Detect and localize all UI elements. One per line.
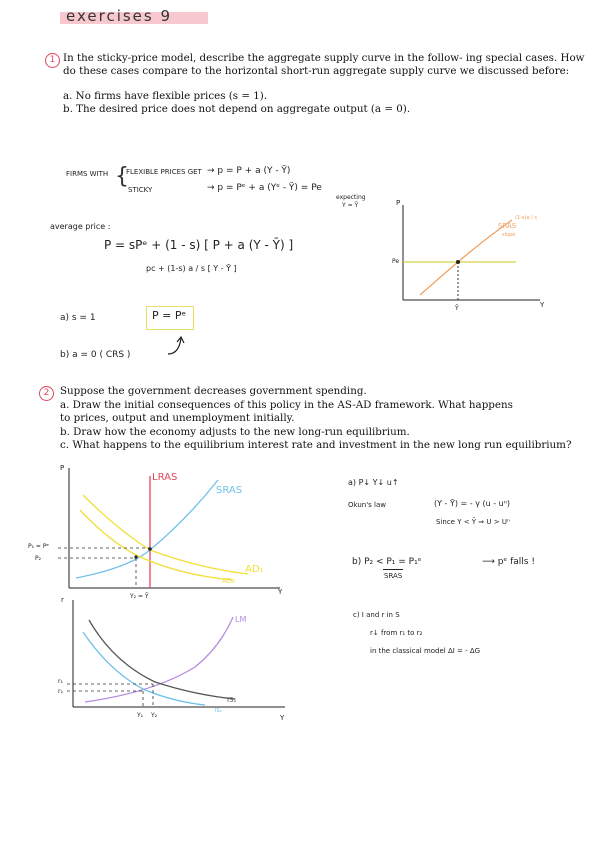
graph3-y2-label: Y₂ bbox=[151, 712, 158, 719]
q1-line1: In the sticky-price model, describe the aggregate supply curve in the follow- ing special cases. How bbox=[63, 52, 585, 64]
graph1-y-axis: Y bbox=[540, 301, 545, 309]
graph2-ad1-label: AD₁ bbox=[245, 564, 264, 575]
note-eq-pc: pc + (1-s) a / s [ Y - Ȳ ] bbox=[146, 264, 237, 273]
note-b-case: b) a = 0 ( CRS ) bbox=[60, 350, 131, 360]
sras-graph bbox=[390, 195, 550, 315]
graph1-slope-value: (1-s)a / s bbox=[515, 215, 538, 221]
q1-option-b: b. The desired price does not depend on aggregate output (a = 0). bbox=[63, 103, 411, 115]
note-a-result: P = Pᵉ bbox=[152, 309, 187, 322]
graph1-pe-label: Pe bbox=[392, 258, 400, 265]
note-sticky: STICKY bbox=[128, 186, 153, 194]
q2-option-b: b. Draw how the economy adjusts to the new long-run equilibrium. bbox=[60, 426, 410, 438]
graph2-p-axis: P bbox=[60, 464, 65, 472]
as-ad-graph bbox=[28, 460, 290, 602]
q2-line1: Suppose the government decreases government spending. bbox=[60, 385, 367, 397]
graph2-p2-label: P₂ bbox=[35, 555, 42, 562]
q1-option-a: a. No firms have flexible prices (s = 1). bbox=[63, 90, 268, 102]
sras-over-arrow bbox=[383, 569, 403, 570]
graph3-lm-label: LM bbox=[235, 615, 247, 624]
note-q2b: b) P₂ < P₁ = P₁ᵉ bbox=[352, 557, 422, 567]
graph1-slope-label: slope bbox=[502, 232, 516, 238]
page-title: exercises 9 bbox=[66, 7, 173, 25]
note-pe-falls: ⟶ pᵉ falls ! bbox=[482, 557, 535, 567]
q2-option-a1: a. Draw the initial consequences of this policy in the AS-AD framework. What happens bbox=[60, 399, 513, 411]
graph3-y1-label: Y₁ bbox=[137, 712, 144, 719]
q2-option-c: c. What happens to the equilibrium interest rate and investment in the new long run equilibrium? bbox=[60, 439, 572, 451]
graph2-sras-label: SRAS bbox=[216, 485, 243, 496]
note-q2c-3: in the classical model ΔI = - ΔG bbox=[370, 647, 481, 655]
note-q2c-2: r↓ from r₁ to r₂ bbox=[370, 629, 423, 637]
question-number-2: 2 bbox=[39, 386, 54, 401]
note-okun-eq: (Y - Ȳ) = - γ (u - uⁿ) bbox=[434, 499, 511, 508]
graph3-y-axis: Y bbox=[280, 714, 285, 722]
note-eq-sticky: → p = Pᵉ + a (Yᵉ - Ȳ) = Pe bbox=[207, 183, 322, 193]
graph2-lras-label: LRAS bbox=[152, 472, 178, 483]
graph2-y-axis: Y bbox=[278, 588, 283, 596]
note-q2a: a) P↓ Y↓ u↑ bbox=[348, 478, 399, 487]
q2-option-a2: to prices, output and unemployment initially. bbox=[60, 412, 295, 424]
note-ybar: Y = Ȳ bbox=[342, 202, 359, 209]
is-lm-graph bbox=[55, 592, 295, 727]
note-expecting: expecting bbox=[336, 194, 366, 201]
graph1-p-axis: P bbox=[396, 199, 401, 207]
note-sras: SRAS bbox=[384, 572, 403, 580]
note-flexible: FLEXIBLE PRICES GET bbox=[126, 168, 202, 176]
note-average-price: average price : bbox=[50, 222, 111, 231]
graph3-r2-label: r₂ bbox=[58, 688, 63, 695]
note-eq-p: P = sPᵉ + (1 - s) [ P + a (Y - Ȳ) ] bbox=[104, 238, 294, 252]
note-a-case: a) s = 1 bbox=[60, 313, 96, 323]
graph3-r1-label: r₁ bbox=[58, 678, 63, 685]
graph1-sras-label: SRAS bbox=[498, 222, 517, 230]
q1-line2: do these cases compare to the horizontal short-run aggregate supply curve we discussed before: bbox=[63, 65, 570, 77]
graph1-ybar-label: Ȳ bbox=[455, 305, 459, 312]
note-firms-with: FIRMS WITH bbox=[66, 170, 109, 178]
graph2-yeq-label: Y₂ = Ȳ bbox=[130, 593, 149, 600]
brace-glyph: { bbox=[115, 164, 129, 189]
curved-arrow-icon bbox=[165, 334, 189, 358]
question-number-1: 1 bbox=[45, 53, 60, 68]
graph2-p1pe-label: P₁ = Pᵉ bbox=[28, 543, 49, 550]
graph3-is1-label: IS₁ bbox=[227, 696, 237, 704]
note-q2c-1: c) I and r in S bbox=[353, 611, 400, 619]
graph3-r-axis: r bbox=[61, 596, 64, 604]
graph2-ad2-label: AD₂ bbox=[222, 577, 235, 585]
graph3-is2-label: IS₂ bbox=[215, 708, 222, 714]
note-since: Since Y < Ȳ ⇒ U > Uⁿ bbox=[436, 518, 510, 526]
note-eq-flex: → p = P + a (Y - Ȳ) bbox=[207, 166, 291, 176]
note-okun: Okun's law bbox=[348, 501, 386, 509]
